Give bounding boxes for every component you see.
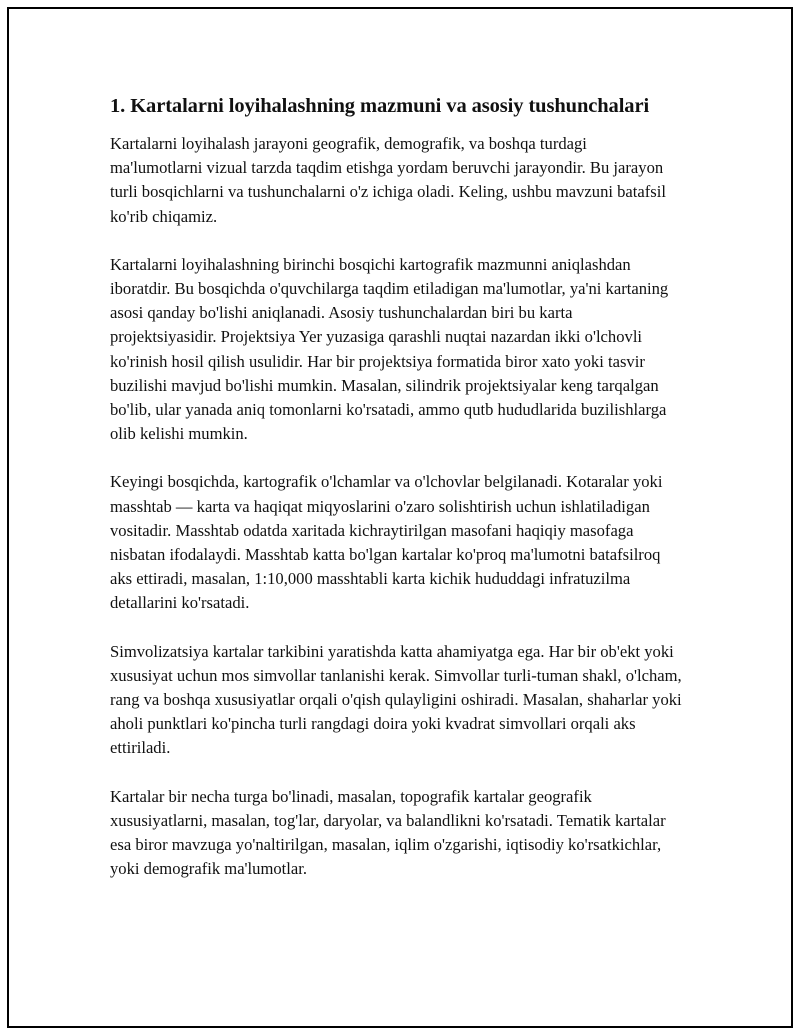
document-title: 1. Kartalarni loyihalashning mazmuni va asosiy tushunchalari bbox=[110, 95, 650, 117]
paragraph-scale: Keyingi bosqichda, kartografik o'lchamlar va o'lchovlar belgilanadi. Kotaralar yoki masshtab — karta va haqiqat miqyoslarini o'zaro solishtirish uchun ishlatiladigan vositadir. Masshtab odatda xaritada kichraytirilgan masofani haqiqiy masofaga nisbatan ifodalaydi. Masshtab katta bo'lgan kartalar ko'proq ma'lumotni batafsilroq aks ettiradi, masalan, 1:10,000 masshtabli karta kichik hududdagi infratuzilma detallarini ko'rsatadi. bbox=[110, 472, 663, 613]
paragraph-intro: Kartalarni loyihalash jarayoni geografik, demografik, va boshqa turdagi ma'lumotlarni vizual tarzda taqdim etishga yordam beruvchi jarayondir. Bu jarayon turli bosqichlarni va tushunchalarni o'z ichiga oladi. Keling, ushbu mavzuni batafsil ko'rib chiqamiz. bbox=[110, 134, 666, 226]
paragraph-symbolization: Simvolizatsiya kartalar tarkibini yaratishda katta ahamiyatga ega. Har bir ob'ekt yoki xususiyat uchun mos simvollar tanlanishi kerak. Simvollar turli-tuman shakl, o'lcham, rang va boshqa xususiyatlar orqali o'qish qulayligini oshiradi. Masalan, shaharlar yoki aholi punktlari ko'pincha turli rangdagi doira yoki kvadrat simvollari orqali aks ettiriladi. bbox=[110, 641, 682, 758]
document-body bbox=[110, 92, 682, 905]
paragraph-map-types: Kartalar bir necha turga bo'linadi, masalan, topografik kartalar geografik xususiyatlarni, masalan, tog'lar, daryolar, va balandlikni ko'rsatadi. Tematik kartalar esa biror mavzuga yo'naltirilgan, masalan, iqlim o'zgarishi, iqtisodiy ko'rsatkichlar, yoki demografik ma'lumotlar. bbox=[110, 786, 666, 879]
paragraph-projection: Kartalarni loyihalashning birinchi bosqichi kartografik mazmunni aniqlashdan iboratdir. Bu bosqichda o'quvchilarga taqdim etiladigan ma'lumotlar, ya'ni kartaning asosi qanday bo'lishi aniqlanadi. Asosiy tushunchalardan biri bu karta projektsiyasidir. Projektsiya Yer yuzasiga qarashli nuqtai nazardan ikki o'lchovli ko'rinish hosil qilish usulidir. Har bir projektsiya formatida biror xato yoki tasvir buzilishi mavjud bo'lishi mumkin. Masalan, silindrik projektsiyalar keng tarqalgan bo'lib, ular yanada aniq tomonlarni ko'rsatadi, ammo qutb hududlarida buzilishlarga olib kelishi mumkin. bbox=[110, 254, 669, 444]
